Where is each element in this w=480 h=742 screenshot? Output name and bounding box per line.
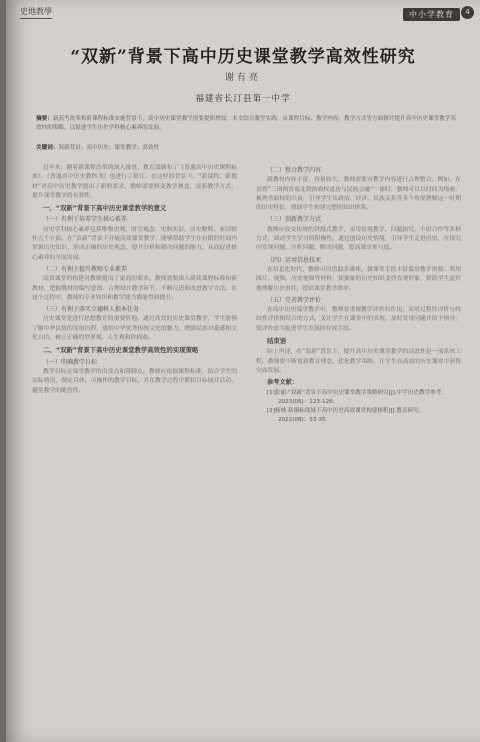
section-heading: （三）有利于落实立德树人根本任务: [43, 306, 140, 314]
reference-item-continued: 2023(06)：123-126.: [278, 398, 335, 405]
article-title: “双新”背景下高中历史课堂教学高效性研究: [70, 47, 416, 67]
section-heading: （二）有利于提升教师专业素养: [43, 265, 128, 273]
body-paragraph: 在高中历史课堂教学中，教师要重视教学评价的作用，采用过程性评价与终结性评价相结合的方式，关注学生在课堂中的表现，及时发现问题并给予指导，使评价成为促进学生发展的有效手段。: [256, 307, 461, 332]
journal-name-badge: 中小学教育: [403, 8, 460, 21]
body-paragraph: 综上所述，在“双新”背景下，提升高中历史课堂教学的高效性是一项系统工程。教师要不断更新教育理念，优化教学策略，让学生在高效的历史课堂中获得全面发展。: [256, 349, 461, 374]
article-author: 谢有亮: [224, 73, 261, 83]
section-heading: （五）完善教学评价: [267, 296, 322, 304]
section-heading: 结束语: [267, 337, 287, 346]
body-paragraph: 历史课堂是进行思想教育的重要阵地。通过高效的历史课堂教学，学生能够了解中华民族的发展历程，感悟中华优秀传统文化的魅力，增强民族自豪感和文化自信，树立正确的世界观、人生观和价值观。: [32, 316, 237, 342]
section-header: 史地教學: [20, 6, 52, 19]
reference-item-continued: 2022(08)：33-35.: [278, 417, 328, 424]
body-column-right: [256, 164, 461, 734]
body-paragraph: 新教材内容丰富，容量较大，教师需要对教学内容进行合理整合。例如，在讲授“三国两晋南北朝的政权更迭与民族交融”一课时，教师可以以时间为线索，梳理各政权的兴衰，引导学生从政治、经济、民族关系等多个角度理解这一时期的历史特征，帮助学生构建完整的知识体系。: [256, 177, 461, 212]
keywords-text: 双新背景；高中历史；课堂教学；高效性: [58, 145, 160, 151]
body-paragraph: 教师应改变传统的讲授式教学，采用情境教学、问题探究、小组合作等多种方式，调动学生学习的积极性。通过创设历史情境，引导学生走进历史，在探究中发现问题、分析问题、解决问题，提高课堂参与度。: [256, 226, 461, 252]
section-heading: （一）明确教学目标: [43, 358, 98, 366]
body-paragraph: 历史学科核心素养包括唯物史观、时空观念、史料实证、历史解释、家国情怀五个方面。在“双新”背景下开展高效课堂教学，能够帮助学生在有限的时间内掌握历史知识，形成正确的历史观念，提升分析和解决问题的能力，从而促进核心素养的全面发展。: [32, 226, 237, 261]
section-heading: （一）有利于培养学生核心素养: [43, 216, 128, 224]
body-column-left: [32, 164, 237, 734]
body-paragraph: 高效课堂的构建对教师提出了更高的要求。教师需要深入研读课程标准和新教材，把握教材的编写意图，合理设计教学环节，不断反思和改进教学方法。在这个过程中，教师的专业知识和教学能力都能得到提升。: [32, 276, 237, 301]
body-paragraph: 教学目标是课堂教学的出发点和落脚点。教师应依据课程标准，结合学生的实际情况，制定具体、可操作的教学目标，并在教学过程中紧扣目标展开活动，避免教学的随意性。: [32, 368, 237, 394]
section-heading: 一、“双新”背景下高中历史课堂教学的意义: [43, 204, 167, 213]
section-heading: 二、“双新”背景下高中历史课堂教学高效性的实现策略: [43, 346, 199, 355]
references-heading: 参考文献：: [267, 379, 298, 387]
section-heading: （四）运用信息技术: [267, 256, 322, 264]
author-affiliation: 福建省长汀县第一中学: [195, 94, 291, 104]
keywords-label: 关键词：: [36, 145, 59, 151]
keywords: [36, 143, 456, 151]
page-number: 4: [461, 6, 474, 19]
abstract: [36, 115, 456, 133]
journal-page: [6, 0, 480, 742]
reference-item: [1]张丽.“双新”背景下高中历史课堂教学策略研究[J].中学历史教学参考，: [267, 389, 447, 396]
abstract-label: 摘要：: [36, 116, 53, 122]
reference-item: [2]杨林.新课标视域下高中历史高效课堂构建探析[J].教育研究，: [267, 408, 425, 415]
body-paragraph: 近年来，随着新课程改革的深入推进，教育部颁布了《普通高中历史课程标准》，《普通高中历史教科书》也进行了修订。在这样的背景下，“新课程、新教材”对高中历史教学提出了新的要求，教师需要转变教学观念，更新教学方式，提升课堂教学的有效性。: [32, 165, 237, 199]
body-paragraph: 在信息化时代，教师可以借助多媒体、微课等手段丰富课堂教学资源。利用图片、视频、历史地图等材料，使抽象的历史知识变得直观形象，帮助学生更好地理解历史事件，提高课堂教学效率。: [256, 266, 461, 292]
section-heading: （二）整合教学内容: [267, 167, 322, 174]
abstract-text: 新高考改革和新课程标准实施背景下，高中历史课堂教学需要提质增效。本文结合教学实践，从课程目标、教学内容、教学方式等方面探讨提升高中历史课堂教学高效性的策略，以促进学生历史学科核心素养的发展。: [36, 116, 456, 132]
section-heading: （三）创新教学方式: [267, 216, 322, 224]
